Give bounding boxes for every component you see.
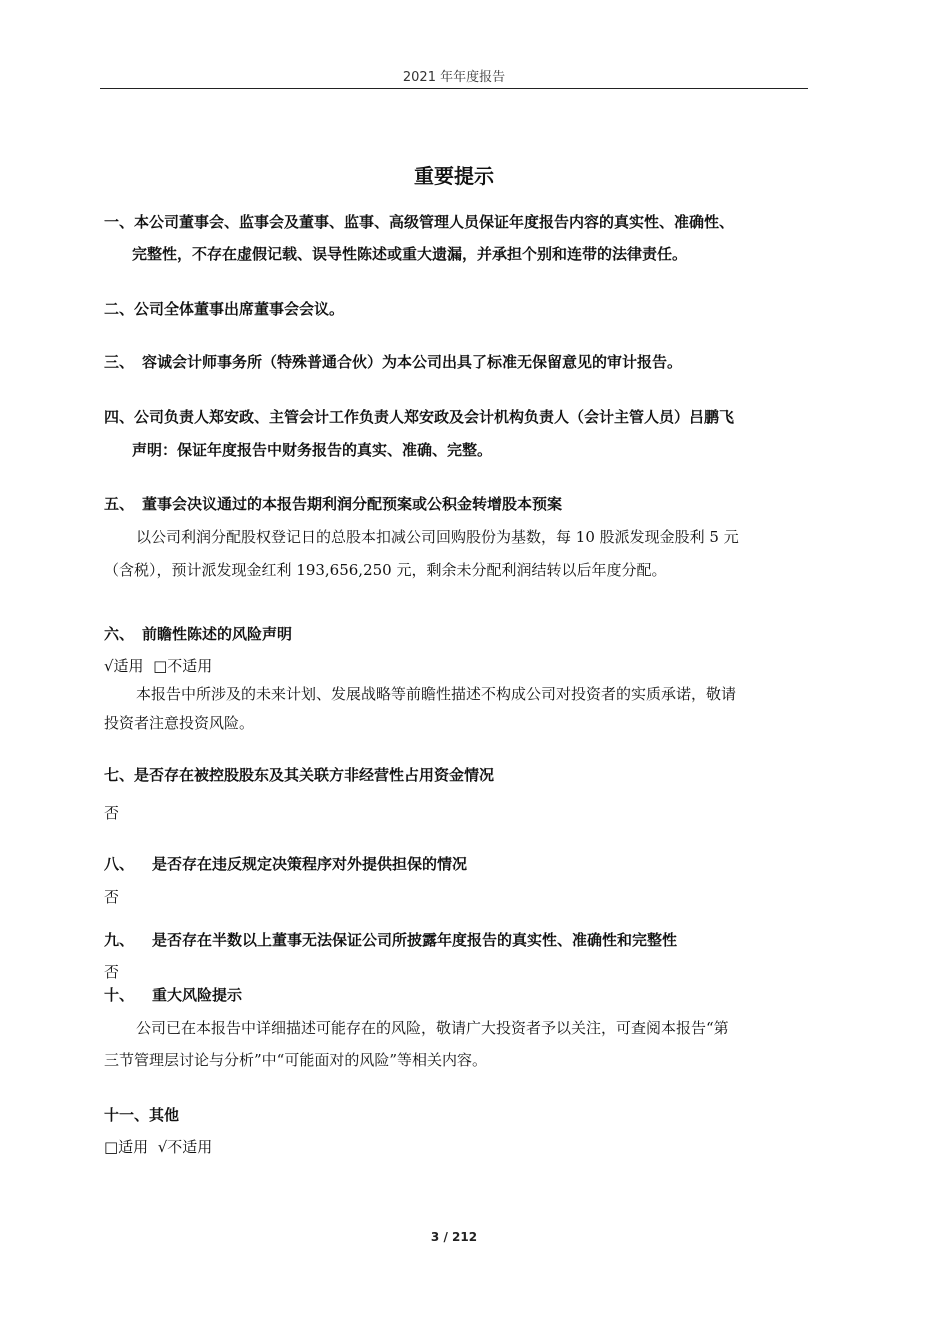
section-5-heading: 董事会决议通过的本报告期利润分配预案或公积金转增股本预案 <box>142 495 563 513</box>
section-8-answer: 否 <box>104 888 120 906</box>
section-1-line-2: 完整性，不存在虚假记载、误导性陈述或重大遗漏，并承担个别和连带的法律责任。 <box>132 245 688 263</box>
section-9-number: 九、 <box>104 931 135 949</box>
section-7-answer: 否 <box>104 804 120 822</box>
section-6-body-line-1: 本报告中所涉及的未来计划、发展战略等前瞻性描述不构成公司对投资者的实质承诺，敬请 <box>136 685 737 703</box>
section-11-options: □适用 √不适用 <box>104 1138 213 1156</box>
section-10-heading-row <box>104 985 242 1005</box>
section-8-number: 八、 <box>104 855 135 873</box>
section-8-heading-row <box>104 854 467 874</box>
section-6-heading-row <box>104 624 292 644</box>
section-9-answer: 否 <box>104 963 120 981</box>
page-number: 3 / 212 <box>430 1230 478 1244</box>
section-9-heading-row <box>104 930 677 950</box>
section-7-heading: 七、是否存在被控股股东及其关联方非经营性占用资金情况 <box>104 766 495 784</box>
section-10-number: 十、 <box>104 986 135 1004</box>
page-header-title: 2021 年年度报告 <box>402 70 506 85</box>
section-4-line-1: 四、公司负责人郑安政、主管会计工作负责人郑安政及会计机构负责人（会计主管人员）吕鹏飞 <box>104 408 735 426</box>
section-6-body-line-2: 投资者注意投资风险。 <box>104 714 255 732</box>
section-3-number: 三、 <box>104 353 135 371</box>
section-3-text: 容诚会计师事务所（特殊普通合伙）为本公司出具了标准无保留意见的审计报告。 <box>142 353 683 371</box>
section-6-options: √适用 □不适用 <box>104 657 213 675</box>
section-5-body-line-2: （含税），预计派发现金红利 193,656,250 元，剩余未分配利润结转以后年度分配。 <box>104 561 667 579</box>
section-9-heading: 是否存在半数以上董事无法保证公司所披露年度报告的真实性、准确性和完整性 <box>152 931 678 949</box>
section-8-heading: 是否存在违反规定决策程序对外提供担保的情况 <box>152 855 468 873</box>
section-3-row <box>104 352 682 372</box>
section-4-line-2: 声明：保证年度报告中财务报告的真实、准确、完整。 <box>132 441 493 459</box>
document-title: 重要提示 <box>414 164 494 188</box>
section-2-line-1: 二、公司全体董事出席董事会会议。 <box>104 300 345 318</box>
section-5-number: 五、 <box>104 495 135 513</box>
section-10-body-line-1: 公司已在本报告中详细描述可能存在的风险，敬请广大投资者予以关注，可查阅本报告“第 <box>136 1019 729 1037</box>
section-10-heading: 重大风险提示 <box>152 986 243 1004</box>
section-6-heading: 前瞻性陈述的风险声明 <box>142 625 293 643</box>
header-rule <box>100 88 808 89</box>
section-11-heading: 十一、其他 <box>104 1106 180 1124</box>
section-5-heading-row <box>104 494 562 514</box>
section-6-number: 六、 <box>104 625 135 643</box>
section-1-line-1: 一、本公司董事会、监事会及董事、监事、高级管理人员保证年度报告内容的真实性、准确性、 <box>104 213 735 231</box>
section-5-body-line-1: 以公司利润分配股权登记日的总股本扣减公司回购股份为基数，每 10 股派发现金股利 5 元 <box>136 528 739 546</box>
section-10-body-line-2: 三节管理层讨论与分析”中“可能面对的风险”等相关内容。 <box>104 1051 488 1069</box>
